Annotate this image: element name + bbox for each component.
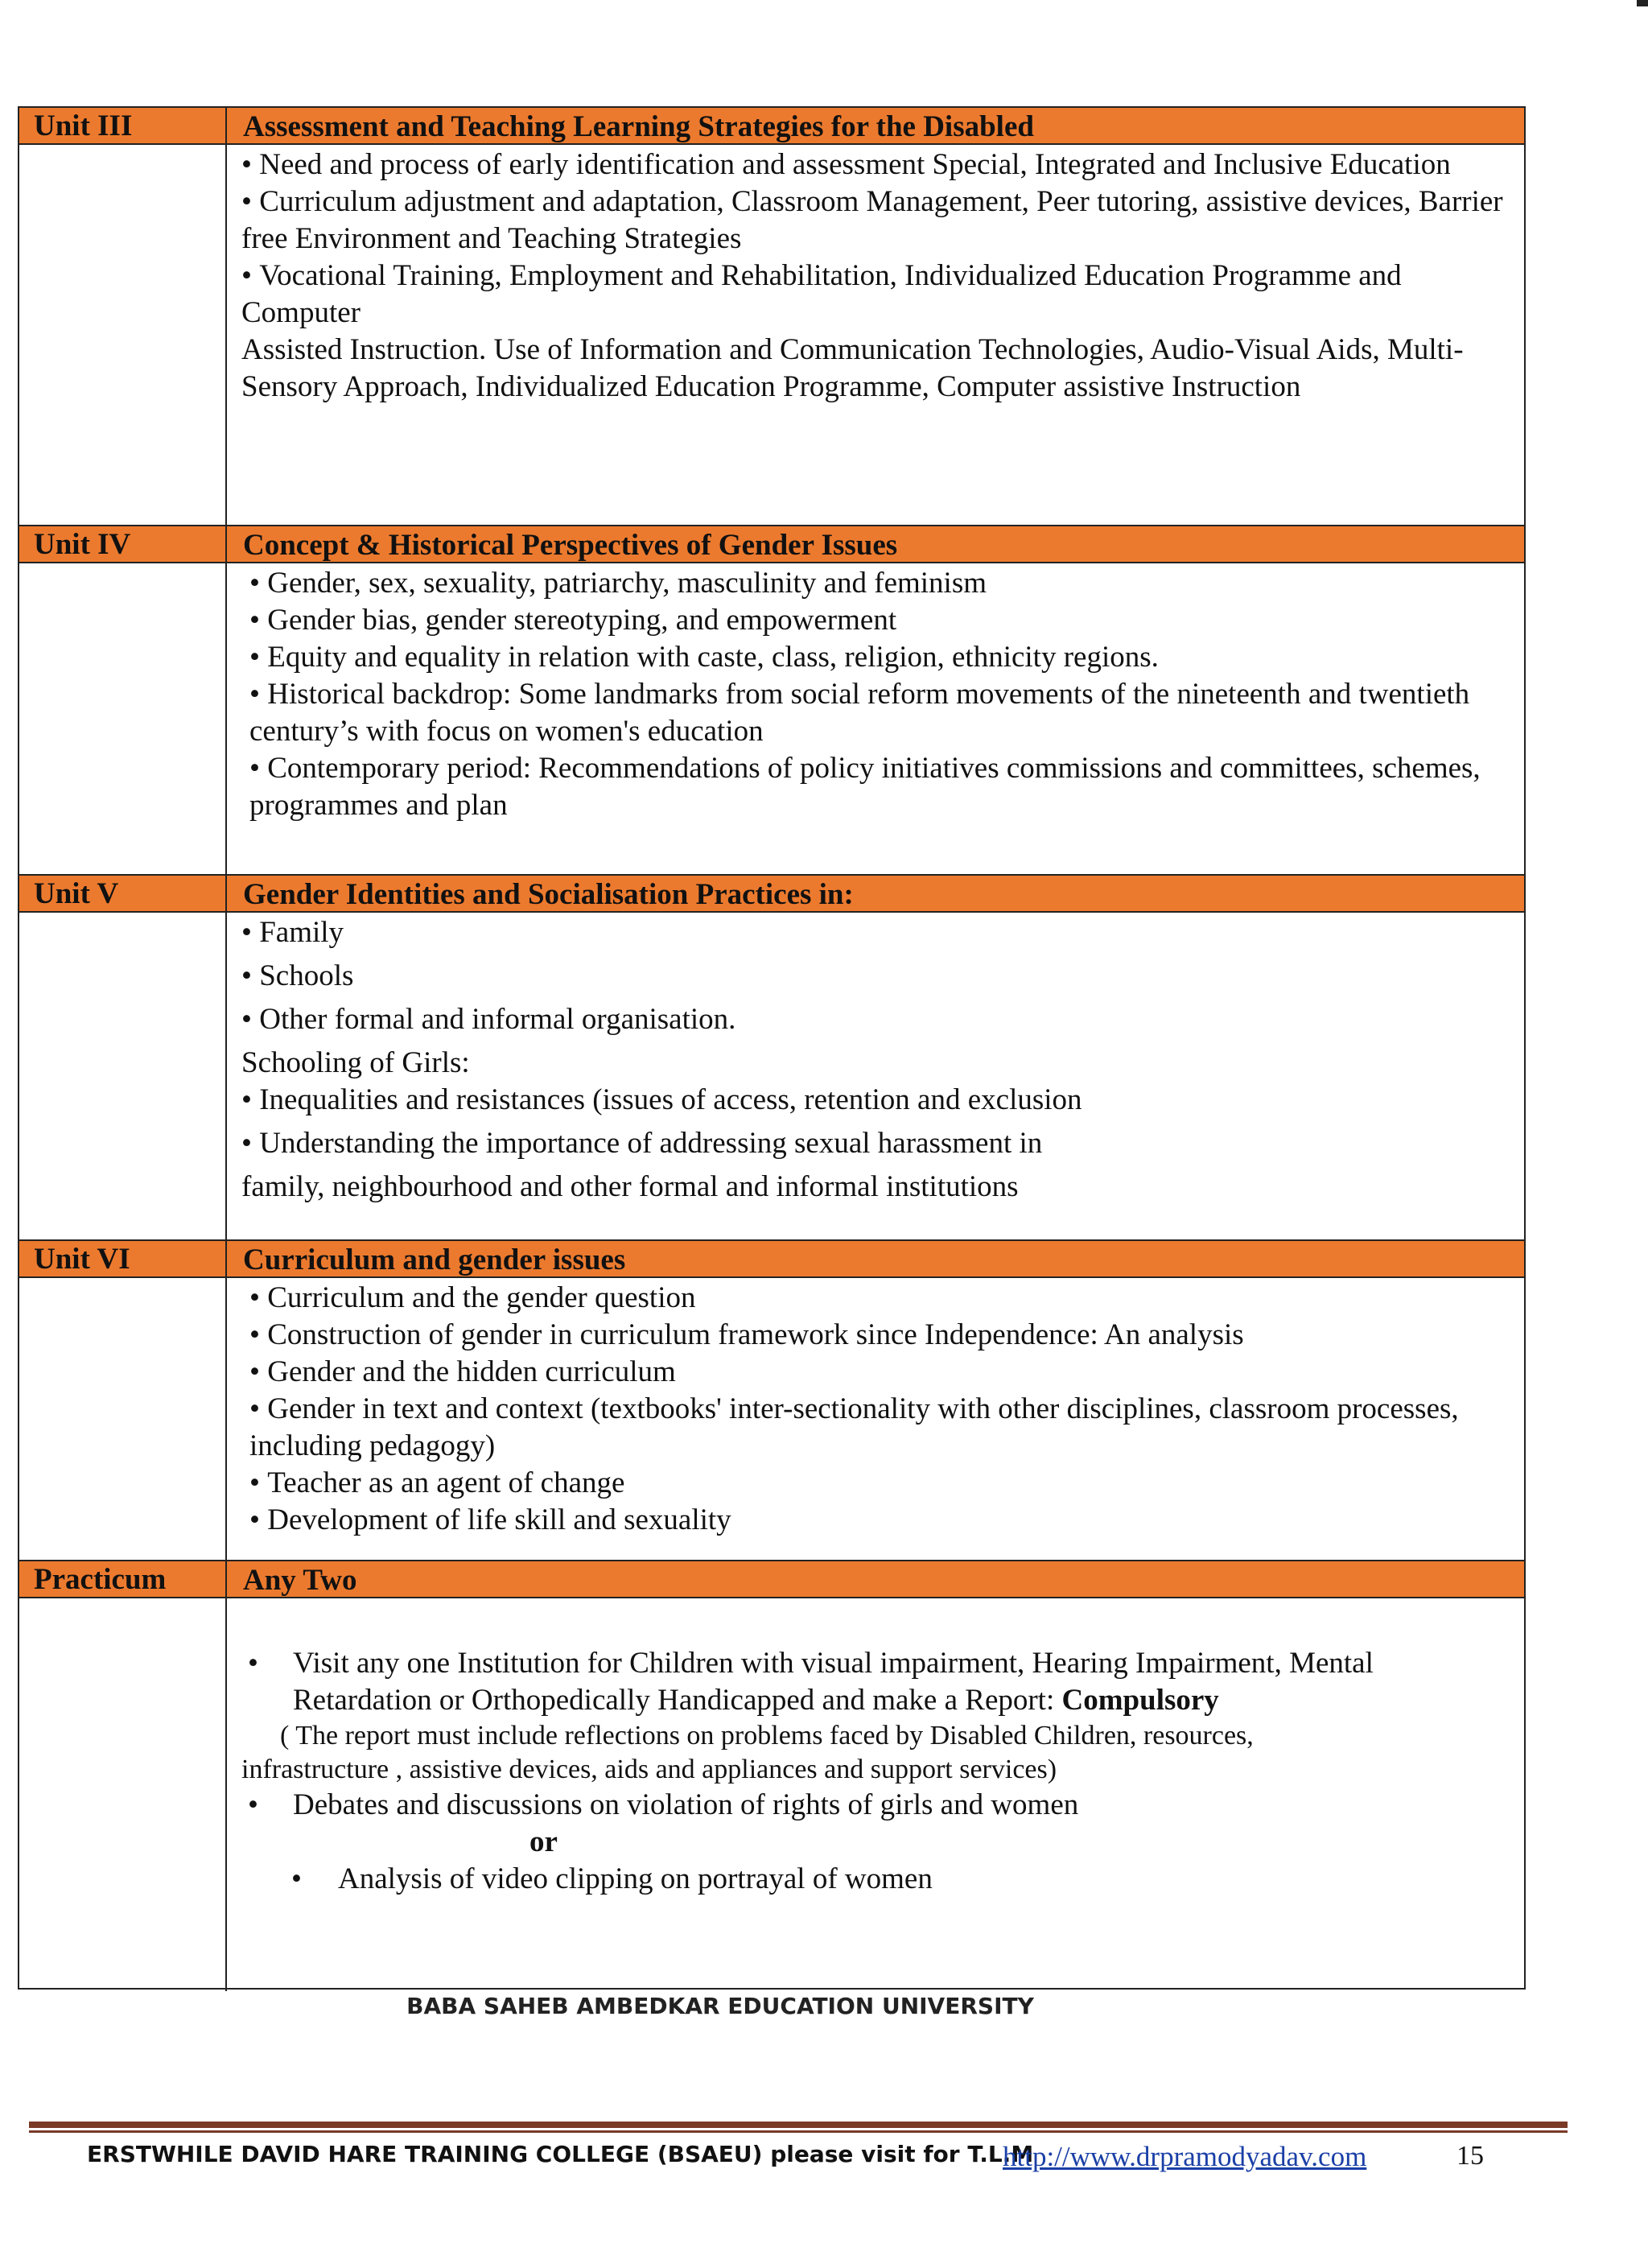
unit-content [241, 565, 1516, 824]
column-divider [225, 1278, 227, 1560]
practicum-list [241, 1787, 1516, 1824]
topic-list [241, 914, 1516, 1038]
column-divider [225, 145, 227, 525]
list-item: • Gender, sex, sexuality, patriarchy, masculinity and feminism [241, 565, 1516, 602]
or-separator: or [529, 1825, 558, 1858]
page-edge-mark [1637, 0, 1648, 6]
unit-label: Unit V [19, 876, 225, 913]
unit-title: Concept & Historical Perspectives of Gender Issues [225, 526, 1524, 563]
subheading: Schooling of Girls: [241, 1046, 470, 1079]
list-item: • Understanding the importance of addressing sexual harassment in [241, 1125, 1516, 1162]
column-divider [225, 1598, 227, 1991]
unit-5-section [19, 876, 1524, 1241]
topic-list [241, 1280, 1516, 1539]
unit-title: Any Two [225, 1561, 1524, 1598]
unit-title: Assessment and Teaching Learning Strategies for the Disabled [225, 108, 1524, 145]
topic-list [241, 1082, 1516, 1162]
list-item: • Schools [241, 958, 1516, 995]
unit-title: Gender Identities and Socialisation Practices in: [225, 876, 1524, 913]
footer-rule-thin [29, 2130, 1568, 2133]
list-item: • Debates and discussions on violation of rights of girls and women [241, 1787, 1516, 1824]
unit-4-section [19, 526, 1524, 876]
list-item: • Inequalities and resistances (issues of access, retention and exclusion [241, 1082, 1516, 1119]
list-item: • Gender and the hidden curriculum [241, 1354, 1516, 1391]
list-item: • Curriculum adjustment and adaptation, Classroom Management, Peer tutoring, assistive devices, Barrier free Environment and Teaching Strategies [241, 184, 1516, 258]
topic-list [241, 146, 1516, 332]
unit-content [241, 146, 1516, 406]
list-item: • Gender in text and context (textbooks' inter-sectionality with other disciplines, classroom processes, including pedagogy) [241, 1391, 1516, 1465]
unit-content [241, 1645, 1516, 1898]
topic-list [241, 565, 1516, 824]
footer [87, 2141, 1535, 2173]
paragraph-text: Assisted Instruction. Use of Information and Communication Technologies, Audio-Visual Aids, Multi-Sensory Approach, Individualized Education Programme, Computer assistive Instruction [241, 333, 1464, 403]
unit-title: Curriculum and gender issues [225, 1241, 1524, 1278]
list-item: • Analysis of video clipping on portrayal of women [241, 1861, 1516, 1898]
paragraph-text: family, neighbourhood and other formal and informal institutions [241, 1170, 1019, 1203]
unit-3-section [19, 108, 1524, 526]
column-divider [225, 913, 227, 1239]
list-item: • Gender bias, gender stereotyping, and empowerment [241, 602, 1516, 639]
unit-label: Unit III [19, 108, 225, 145]
website-link[interactable]: http://www.drpramodyadav.com [1003, 2141, 1367, 2172]
list-item: • Other formal and informal organisation. [241, 1001, 1516, 1038]
visit-text: Visit any one Institution for Children with visual impairment, Hearing Impairment, Mental Retardation or Orthopedically Handicapped and make a Report: [293, 1647, 1374, 1717]
unit-content [241, 1280, 1516, 1539]
list-item: • Development of life skill and sexuality [241, 1502, 1516, 1539]
university-name: BABA SAHEB AMBEDKAR EDUCATION UNIVERSITY [406, 1993, 1034, 2019]
unit-6-section [19, 1241, 1524, 1561]
list-item: • Curriculum and the gender question [241, 1280, 1516, 1317]
practicum-list [241, 1861, 1516, 1898]
list-item: • Contemporary period: Recommendations of policy initiatives commissions and committees, schemes, programmes and plan [241, 750, 1516, 824]
unit-label: Practicum [19, 1561, 225, 1598]
column-divider [225, 563, 227, 874]
report-note: infrastructure , assistive devices, aids and appliances and support services) [241, 1755, 1057, 1784]
footer-rule [29, 2122, 1568, 2128]
list-item [241, 1645, 1516, 1719]
list-item: • Construction of gender in curriculum framework since Independence: An analysis [241, 1317, 1516, 1354]
footer-text: ERSTWHILE DAVID HARE TRAINING COLLEGE (BSAEU) please visit for T.L.M [87, 2141, 1034, 2167]
unit-label: Unit IV [19, 526, 225, 563]
list-item: • Equity and equality in relation with caste, class, religion, ethnicity regions. [241, 639, 1516, 676]
page-number: 15 [1456, 2141, 1484, 2171]
practicum-section [19, 1561, 1524, 1991]
list-item: • Family [241, 914, 1516, 951]
unit-label: Unit VI [19, 1241, 225, 1278]
list-item: • Vocational Training, Employment and Rehabilitation, Individualized Education Programme and Computer [241, 258, 1516, 332]
practicum-list [241, 1645, 1516, 1719]
compulsory-label: Compulsory [1061, 1684, 1219, 1717]
unit-content [241, 914, 1516, 1206]
list-item: • Teacher as an agent of change [241, 1465, 1516, 1502]
report-note: ( The report must include reflections on problems faced by Disabled Children, resources, [280, 1721, 1254, 1750]
syllabus-table [18, 106, 1526, 1990]
list-item: • Need and process of early identification and assessment Special, Integrated and Inclusive Education [241, 146, 1516, 184]
list-item: • Historical backdrop: Some landmarks from social reform movements of the nineteenth and twentieth century’s with focus on women's education [241, 676, 1516, 750]
